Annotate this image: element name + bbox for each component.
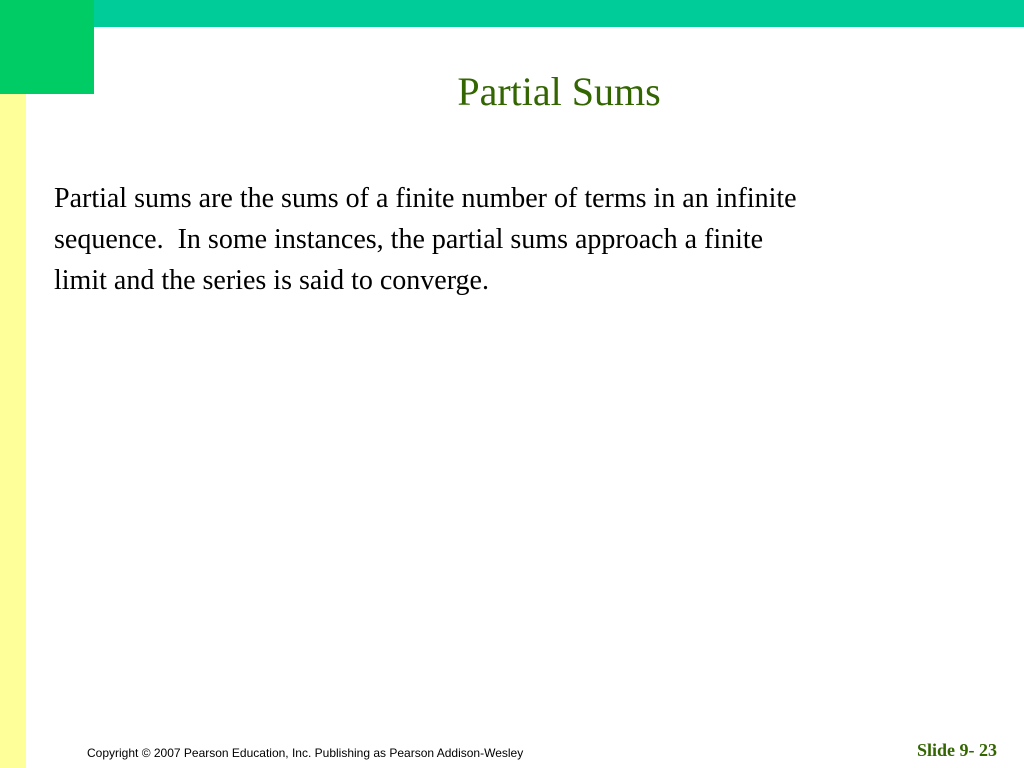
- slide-body-text: Partial sums are the sums of a finite number of terms in an infinite sequence. In some instances, the partial sums approach a finite limit and the series is said to converge.: [54, 183, 797, 296]
- slide-title: Partial Sums: [457, 69, 661, 114]
- left-accent-bar: [0, 0, 26, 768]
- corner-accent-block: [0, 0, 94, 94]
- copyright-footer: Copyright © 2007 Pearson Education, Inc. Publishing as Pearson Addison-Wesley: [87, 746, 524, 760]
- slide-number: Slide 9- 23: [916, 740, 997, 760]
- top-accent-bar: [0, 0, 1024, 27]
